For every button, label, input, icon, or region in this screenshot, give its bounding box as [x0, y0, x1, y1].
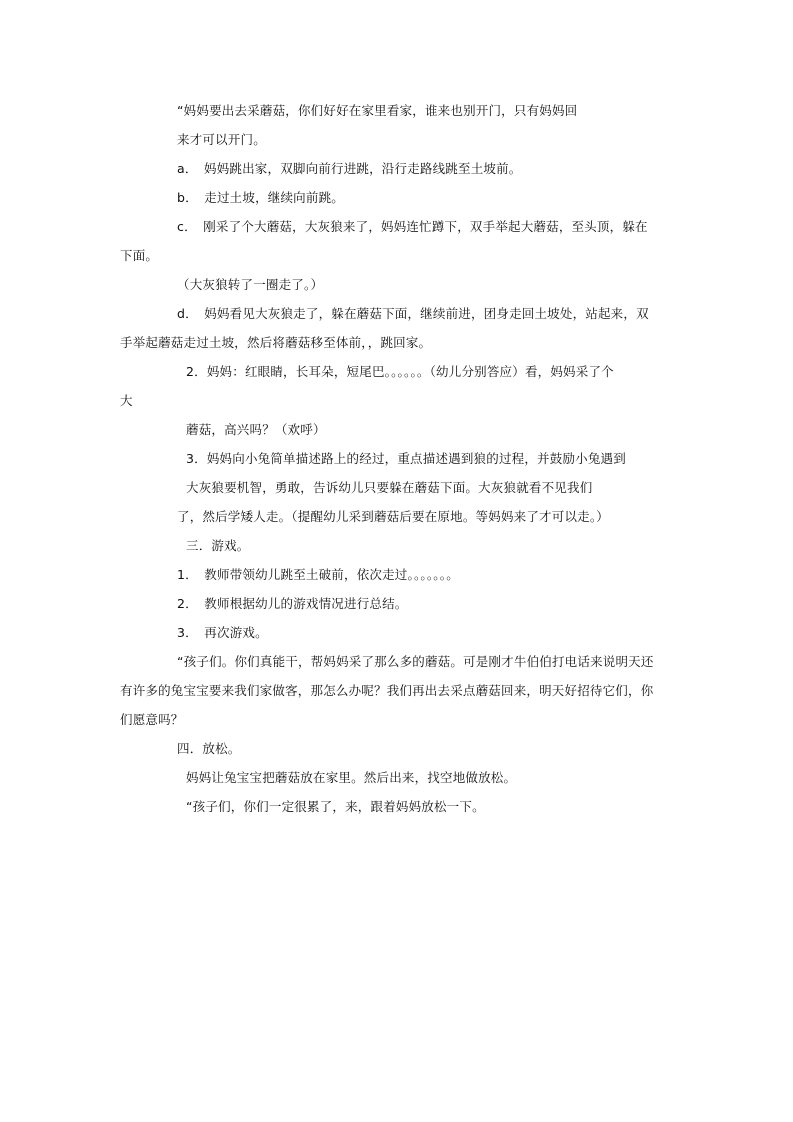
paragraph-line: 大灰狼要机智，勇敢，告诉幼儿只要躲在蘑菇下面。大灰狼就看不见我们 — [186, 480, 593, 495]
paragraph-line: 手举起蘑菇走过土坡，然后将蘑菇移至体前，，跳回家。 — [120, 335, 432, 350]
paragraph-line: “妈妈要出去采蘑菇，你们好好在家里看家，谁来也别开门，只有妈妈回 — [177, 103, 578, 118]
paragraph-line: “孩子们。你们真能干，帮妈妈采了那么多的蘑菇。可是刚才牛伯伯打电话来说明天还 — [177, 654, 654, 669]
list-item: 3． 再次游戏。 — [177, 625, 268, 640]
paragraph-line: 来才可以开门。 — [177, 132, 266, 147]
paragraph-line: 有许多的兔宝宝要来我们家做客，那怎么办呢？我们再出去采点蘑菇回来，明天好招待它们，你 — [120, 683, 654, 698]
list-item: d． 妈妈看见大灰狼走了，躲在蘑菇下面，继续前进，团身走回土坡处，站起来，双 — [177, 306, 649, 321]
paragraph-line: “孩子们，你们一定很累了，来，跟着妈妈放松一下。 — [186, 799, 485, 814]
list-item: c． 刚采了个大蘑菇，大灰狼来了，妈妈连忙蹲下，双手举起大蘑菇，至头顶，躲在 — [177, 219, 648, 234]
paragraph-line: 们愿意吗？ — [120, 712, 184, 727]
paragraph-line: 妈妈让兔宝宝把蘑菇放在家里。然后出来，找空地做放松。 — [186, 770, 517, 785]
list-item: b． 走过土坡，继续向前跳。 — [177, 190, 344, 205]
section-heading: 四．放松。 — [177, 741, 241, 756]
paragraph-line: 大 — [120, 393, 133, 408]
section-heading: 三．游戏。 — [186, 538, 250, 553]
paragraph-line: 了，然后学矮人走。（提醒幼儿采到蘑菇后要在原地。等妈妈来了才可以走。） — [177, 509, 610, 524]
list-item: 1． 教师带领幼儿跳至土破前，依次走过。。。。。。。 — [177, 567, 459, 582]
list-item: 2． 教师根据幼儿的游戏情况进行总结。 — [177, 596, 408, 611]
paragraph-line: 下面。 — [120, 248, 159, 263]
list-item: 2．妈妈：红眼睛，长耳朵，短尾巴。。。。。。（幼儿分别答应）看，妈妈采了个 — [186, 364, 614, 379]
paragraph-line: 蘑菇，高兴吗？（欢呼） — [186, 422, 326, 437]
list-item: 3．妈妈向小兔简单描述路上的经过，重点描述遇到狼的过程，并鼓励小兔遇到 — [186, 451, 626, 466]
list-item: a． 妈妈跳出家，双脚向前行进跳，沿行走路线跳至土坡前。 — [177, 161, 522, 176]
paragraph-line: （大灰狼转了一圈走了。） — [177, 277, 324, 292]
